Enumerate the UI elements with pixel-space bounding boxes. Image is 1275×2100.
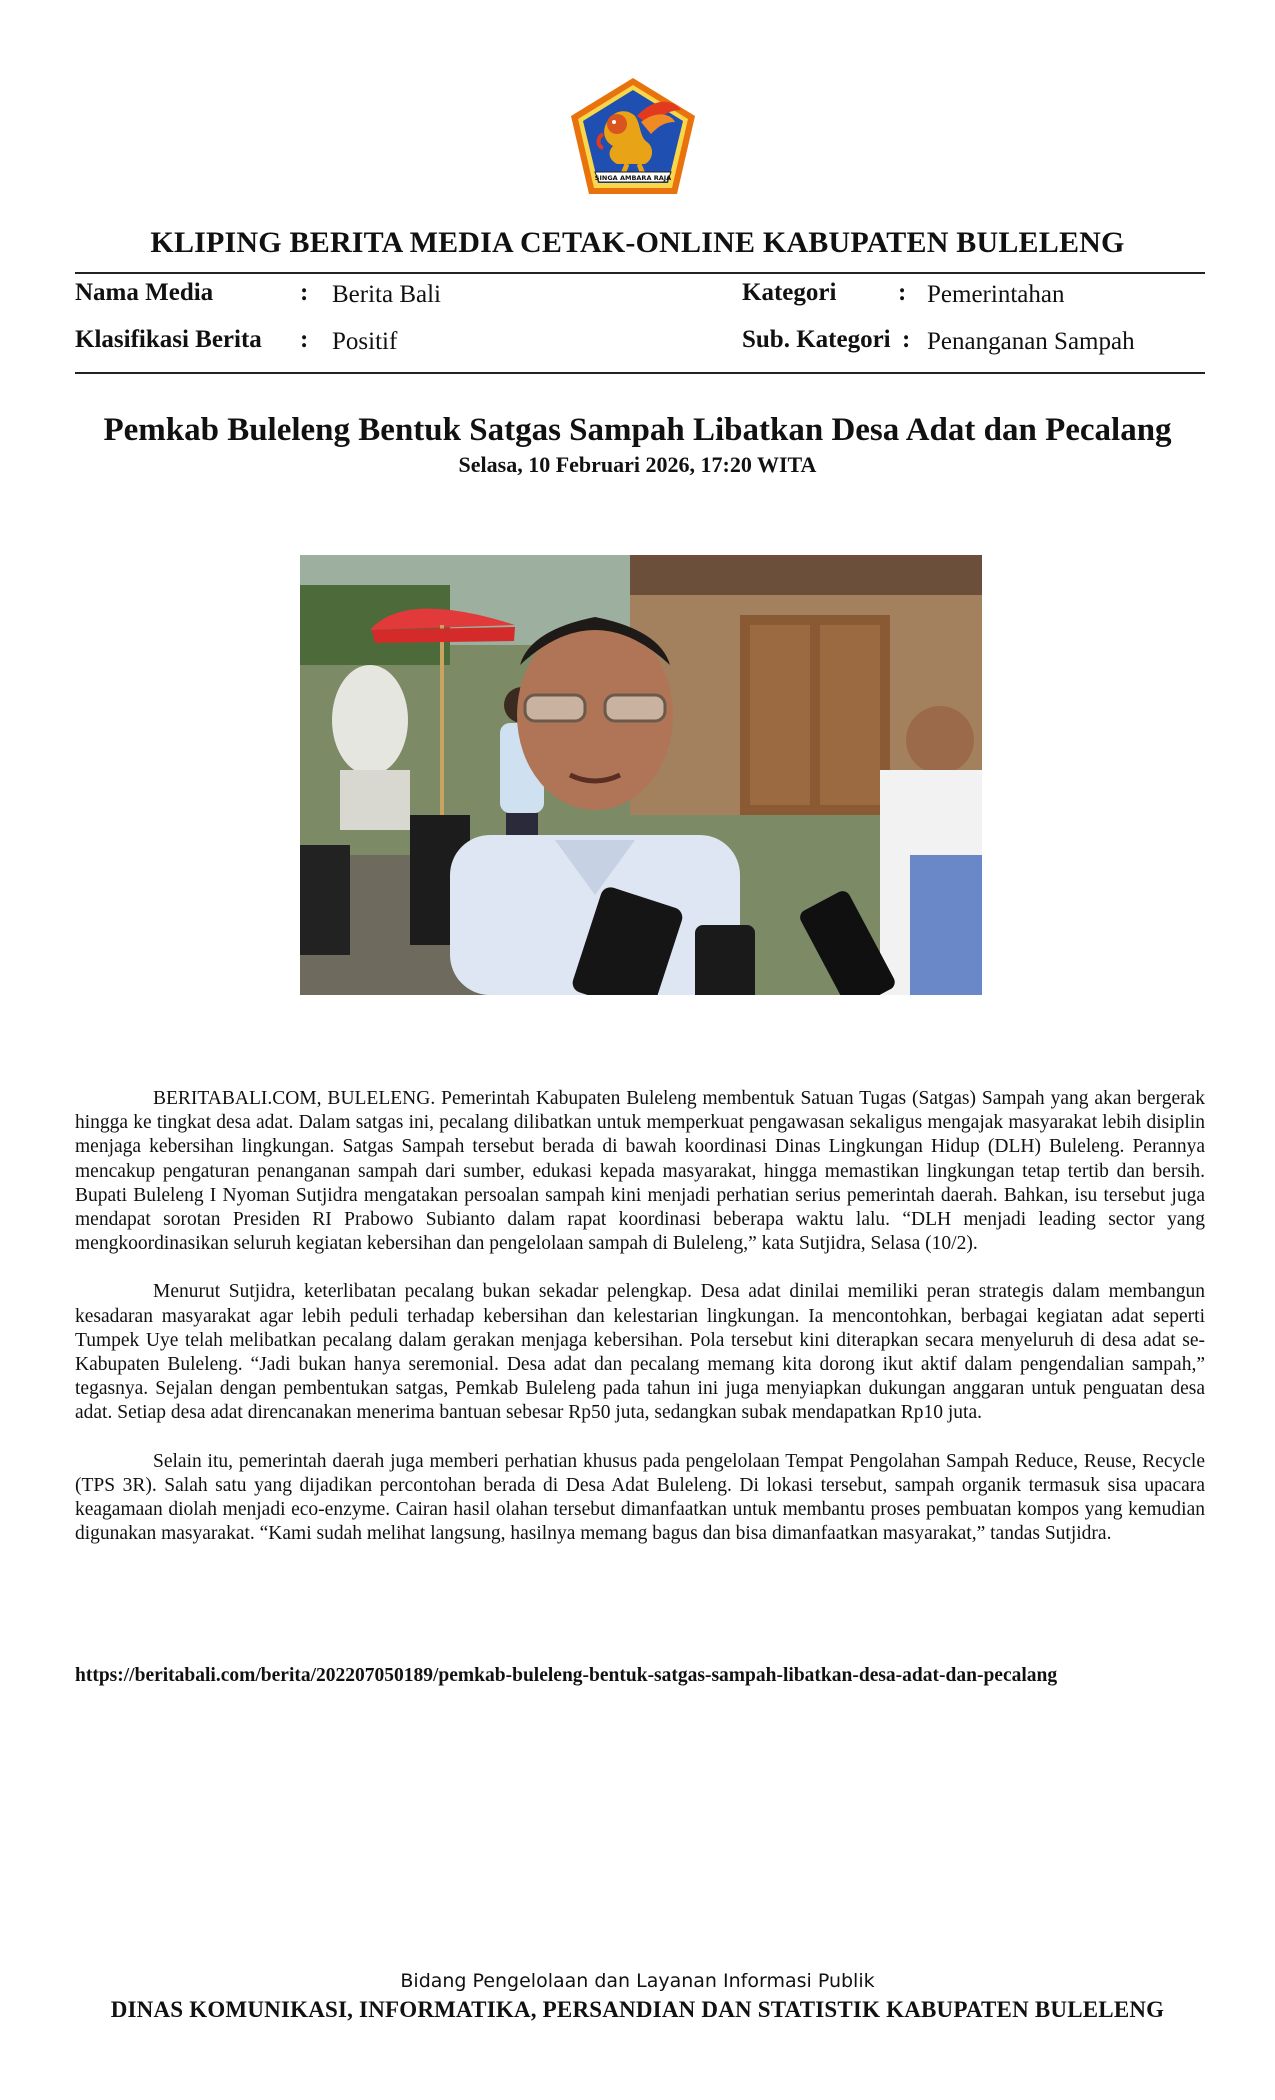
meta-row-2 <box>75 326 1205 362</box>
article-photo-illustration <box>300 555 982 995</box>
header-bottom-rule <box>75 372 1205 374</box>
buleleng-emblem-logo <box>567 76 699 198</box>
footer-agency: DINAS KOMUNIKASI, INFORMATIKA, PERSANDIAN DAN STATISTIK KABUPATEN BULELENG <box>110 1997 1165 2022</box>
article-paragraph-2: Menurut Sutjidra, keterlibatan pecalang bukan sekadar pelengkap. Desa adat dinilai memiliki peran strategis dalam membangun kesadaran masyarakat agar lebih peduli terhadap kebersihan dan kelestarian lingkungan. Ia mencontohkan, berbagai kegiatan adat seperti Tumpek Uye telah melibatkan pecalang dalam gerakan menjaga kebersihan. Pola tersebut kini diterapkan secara menyeluruh di desa adat se-Kabupaten Buleleng. “Jadi bukan hanya seremonial. Desa adat dan pecalang memang kita dorong ikut aktif dalam pengendalian sampah,” tegasnya. Sejalan dengan pembentukan satgas, Pemkab Buleleng pada tahun ini juga menyiapkan dukungan anggaran untuk penguatan desa adat. Setiap desa adat direncanakan menerima bantuan sebesar Rp50 juta, sedangkan subak mendapatkan Rp10 juta. <box>75 1281 1205 1424</box>
nama-media-label: Nama Media <box>75 279 214 306</box>
footer-department: Bidang Pengelolaan dan Layanan Informasi Publik <box>400 1970 875 1992</box>
klasifikasi-value: Positif <box>332 328 398 355</box>
klasifikasi-colon: : <box>300 326 309 353</box>
kategori-label: Kategori <box>742 279 837 306</box>
nama-media-value: Berita Bali <box>332 281 441 308</box>
kategori-value: Pemerintahan <box>927 281 1065 308</box>
sub-kategori-value: Penanganan Sampah <box>927 328 1135 355</box>
document-header-title: KLIPING BERITA MEDIA CETAK-ONLINE KABUPATEN BULELENG <box>150 226 1125 259</box>
kategori-colon: : <box>898 279 907 306</box>
article-body <box>75 1087 1205 1570</box>
logo-caption: SINGA AMBARA RAJA <box>594 174 672 182</box>
article-paragraph-3: Selain itu, pemerintah daerah juga memberi perhatian khusus pada pengelolaan Tempat Pengolahan Sampah Reduce, Reuse, Recycle (TPS 3R). Salah satu yang dijadikan percontohan berada di Desa Adat Buleleng. Di lokasi tersebut, sampah organik termasuk sisa upacara keagamaan diolah menjadi eco-enzyme. Cairan hasil olahan tersebut dimanfaatkan untuk membantu proses pembuatan kompos yang kemudian digunakan masyarakat. “Kami sudah melihat langsung, hasilnya memang bagus dan bisa dimanfaatkan masyarakat,” tandas Sutjidra. <box>75 1450 1205 1545</box>
article-paragraph-1: BERITABALI.COM, BULELENG. Pemerintah Kabupaten Buleleng membentuk Satuan Tugas (Satgas) Sampah yang akan bergerak hingga ke tingkat desa adat. Dalam satgas ini, pecalang dilibatkan untuk memperkuat pengawasan sekaligus mengajak masyarakat lebih disiplin menjaga kebersihan lingkungan. Satgas Sampah tersebut berada di bawah koordinasi Dinas Lingkungan Hidup (DLH) Buleleng. Perannya mencakup pengaturan penanganan sampah dari sumber, edukasi kepada masyarakat, hingga memastikan lingkungan tetap tertib dan bersih. Bupati Buleleng I Nyoman Sutjidra mengatakan persoalan sampah kini menjadi perhatian serius pemerintah daerah. Bahkan, isu tersebut juga mendapat sorotan Presiden RI Prabowo Subianto dalam rapat koordinasi beberapa waktu lalu. “DLH menjadi leading sector yang mengkoordinasikan seluruh kegiatan kebersihan dan pengelolaan sampah di Buleleng,” kata Sutjidra, Selasa (10/2). <box>75 1088 1205 1255</box>
article-photo <box>300 555 982 995</box>
article-headline: Pemkab Buleleng Bentuk Satgas Sampah Libatkan Desa Adat dan Pecalang <box>103 412 1172 448</box>
nama-media-colon: : <box>300 279 309 306</box>
sub-kategori-label: Sub. Kategori <box>742 326 891 353</box>
meta-row-1 <box>75 279 1205 315</box>
klasifikasi-label: Klasifikasi Berita <box>75 326 262 353</box>
article-dateline: Selasa, 10 Februari 2026, 17:20 WITA <box>458 452 817 477</box>
header-top-rule <box>75 272 1205 274</box>
sub-kategori-colon: : <box>902 326 911 353</box>
source-url-link[interactable]: https://beritabali.com/berita/202207050189/pemkab-buleleng-bentuk-satgas-sampah-libatkan-desa-adat-dan-pecalang <box>75 1665 1058 1686</box>
